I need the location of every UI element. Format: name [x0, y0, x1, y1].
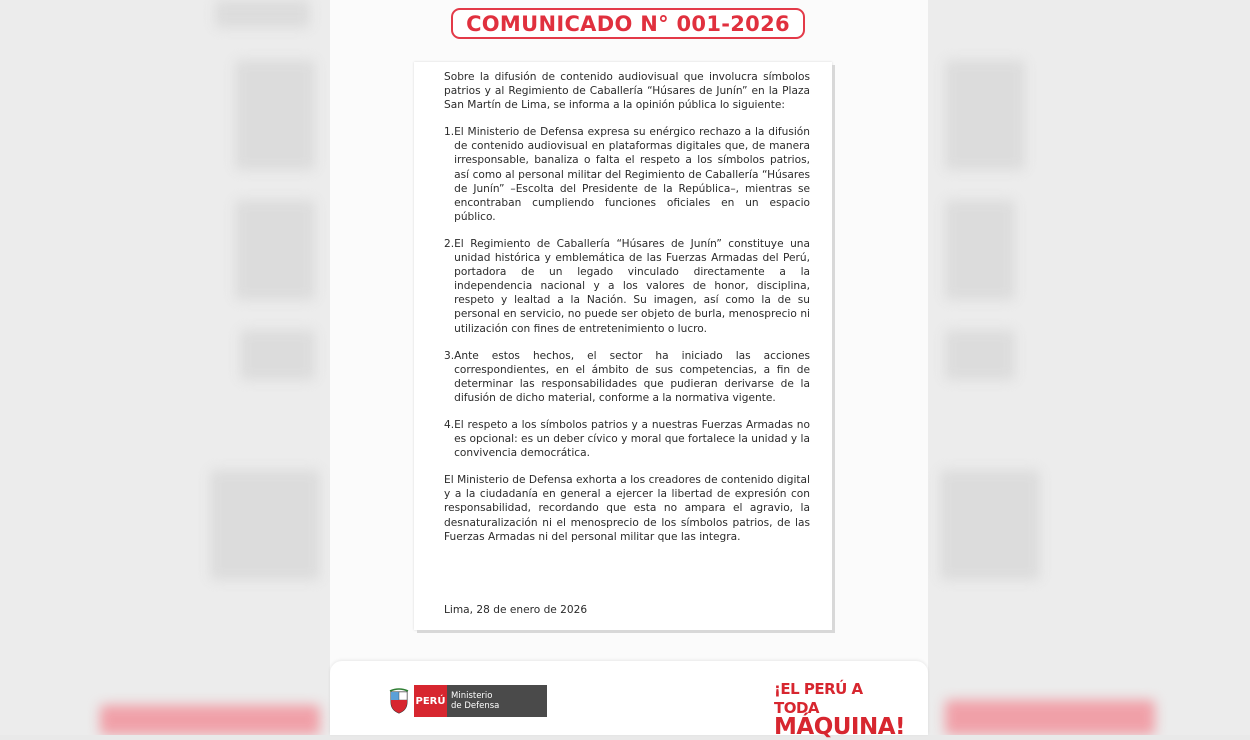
item-number: 1.	[444, 126, 455, 139]
ministry-line-1: Ministerio	[451, 691, 493, 701]
date-line: Lima, 28 de enero de 2026	[444, 604, 588, 616]
list-item	[444, 237, 810, 336]
intro-paragraph: Sobre la difusión de contenido audiovisual que involucra símbolos patrios y al Regimiento de Caballería “Húsares de Junín” en la Plaza San Martín de Lima, se informa a la opinión pública lo siguiente:	[444, 71, 810, 112]
item-text: Ante estos hechos, el sector ha iniciado las acciones correspondientes, en el ámbito de sus competencias, a fin de determinar las responsabilidades que pudieran derivarse de la difusión de dicho material, conforme a la normativa vigente.	[454, 349, 810, 404]
list-item	[444, 418, 810, 460]
slogan	[774, 680, 906, 740]
item-number: 2.	[444, 237, 455, 250]
peru-label: PERÚ	[414, 685, 447, 717]
closing-paragraph: El Ministerio de Defensa exhorta a los creadores de contenido digital y a la ciudadanía en general a ejercer la libertad de expresión con responsabilidad, recordando que esta no ampara el agravio, la desnaturalización ni el menosprecio de los símbolos patrios, de las Fuerzas Armadas ni del personal militar que las integra.	[444, 474, 810, 543]
coat-of-arms-icon	[388, 688, 410, 714]
item-number: 4.	[444, 418, 455, 431]
ministry-logo	[388, 685, 547, 717]
slogan-line-1: ¡EL PERÚ A TODA	[774, 680, 863, 717]
communique-title: COMUNICADO N° 001-2026	[451, 8, 805, 39]
item-text: El respeto a los símbolos patrios y a nuestras Fuerzas Armadas no es opcional: es un deber cívico y moral que fortalece la unidad y la convivencia democrática.	[454, 418, 810, 460]
list-item	[444, 349, 810, 405]
list-item	[444, 125, 810, 224]
communique-sheet	[330, 0, 928, 740]
ministry-label	[447, 685, 547, 717]
item-number: 3.	[444, 349, 455, 362]
slogan-line-2: MÁQUINA!	[774, 714, 906, 740]
communique-paper	[414, 62, 832, 630]
ministry-line-2: de Defensa	[451, 701, 500, 711]
footer-bar	[330, 661, 928, 740]
communique-body	[444, 70, 810, 544]
item-text: El Ministerio de Defensa expresa su enérgico rechazo a la difusión de contenido audiovisual en plataformas digitales que, de manera irresponsable, banaliza o falta el respeto a los símbolos patrios, así como al personal militar del Regimiento de Caballería “Húsares de Junín” –Escolta del Presidente de la República–, mientras se encontraban cumpliendo funciones oficiales en un espacio público.	[454, 126, 810, 223]
item-text: El Regimiento de Caballería “Húsares de Junín” constituye una unidad histórica y emblemática de las Fuerzas Armadas del Perú, portadora de un legado vinculado directamente a la independencia nacional y a los valores de honor, disciplina, respeto y lealtad a la Nación. Su imagen, así como la de su personal en servicio, no puede ser objeto de burla, menosprecio ni utilización con fines de entretenimiento o lucro.	[454, 237, 810, 335]
